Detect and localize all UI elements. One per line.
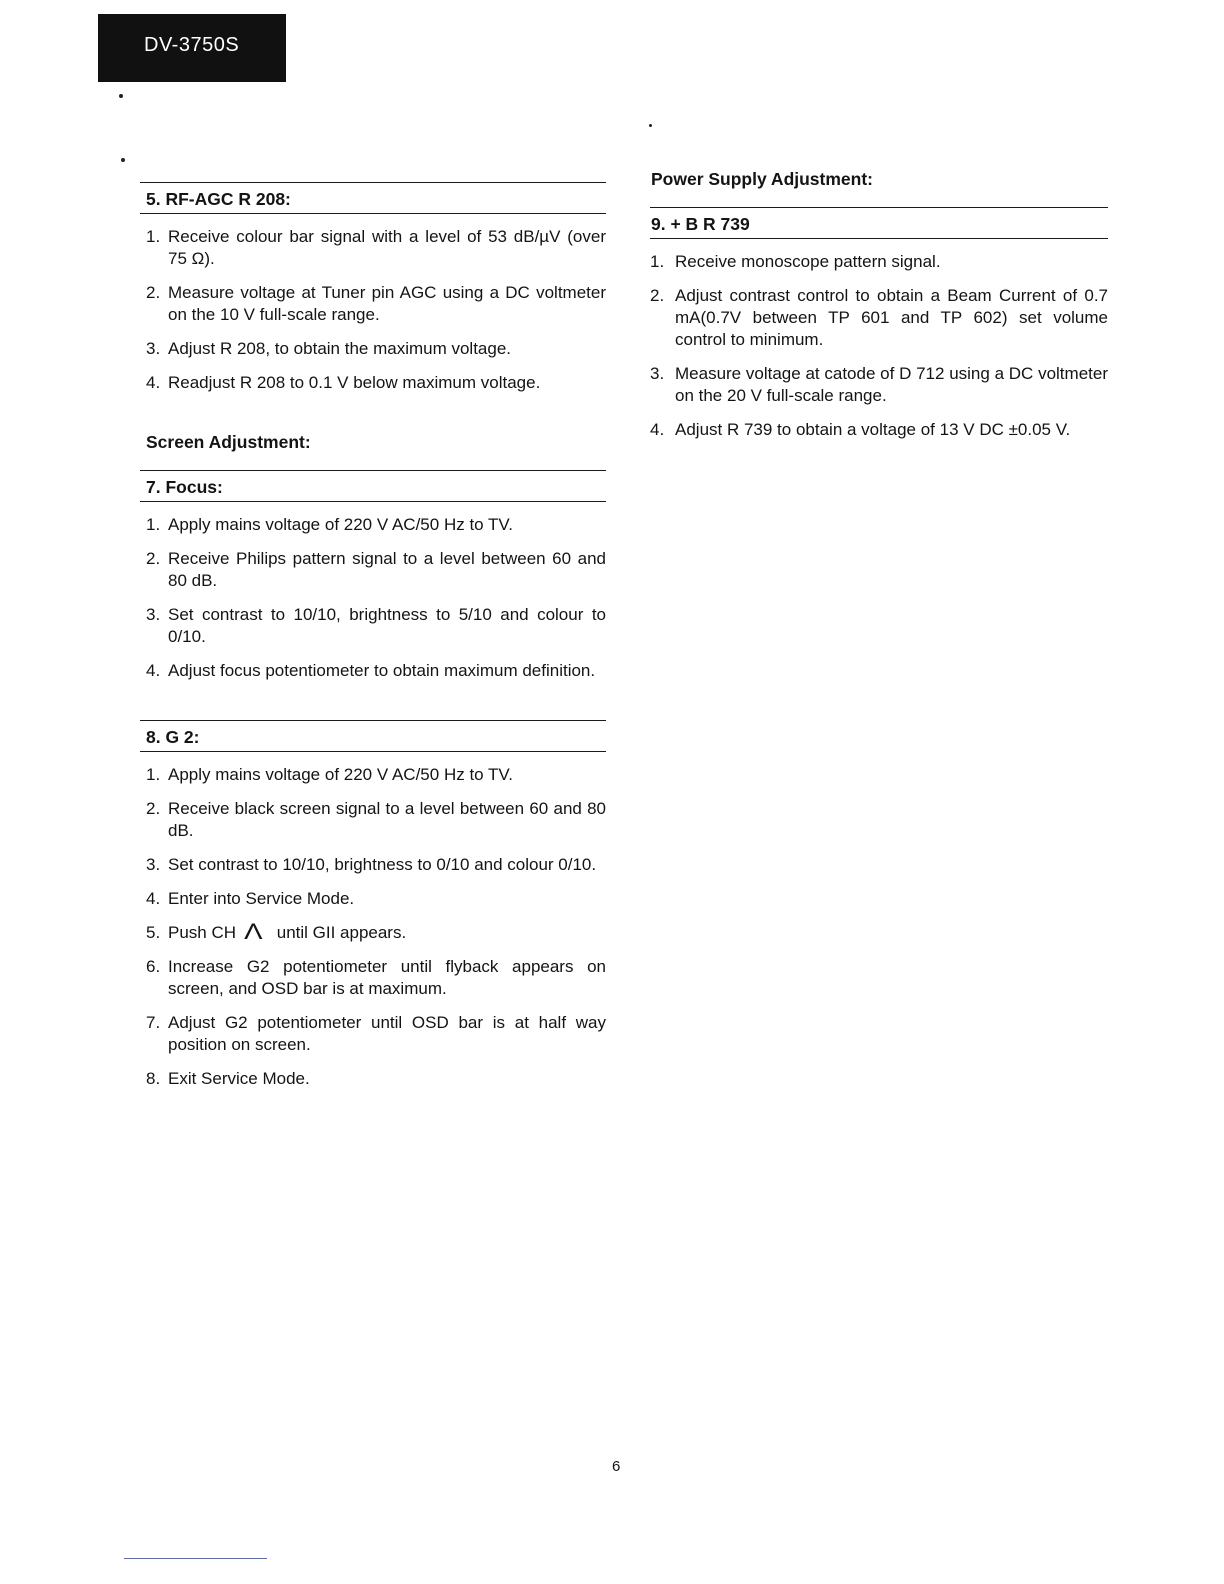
steps-g2 bbox=[140, 764, 606, 1090]
step-text: Adjust focus potentiometer to obtain maximum definition. bbox=[168, 661, 596, 680]
steps-focus bbox=[140, 514, 606, 682]
step-number: 3. bbox=[650, 364, 665, 383]
step-text: Adjust R 208, to obtain the maximum voltage. bbox=[168, 339, 512, 358]
scan-speck bbox=[649, 124, 652, 127]
step-text: Measure voltage at Tuner pin AGC using a DC voltmeter on the 10 V full-scale range. bbox=[168, 283, 606, 324]
step-number: 3. bbox=[146, 855, 161, 874]
scan-speck bbox=[121, 158, 125, 162]
step-item bbox=[650, 419, 1108, 441]
group-heading-power-supply: Power Supply Adjustment: bbox=[651, 169, 874, 189]
step-item bbox=[140, 798, 606, 842]
step-text: Set contrast to 10/10, brightness to 5/10 and colour to 0/10. bbox=[168, 605, 606, 646]
step-text-after: until GII appears. bbox=[276, 923, 407, 942]
step-number: 2. bbox=[146, 549, 161, 568]
step-text: Apply mains voltage of 220 V AC/50 Hz to TV. bbox=[168, 765, 513, 784]
step-item bbox=[140, 338, 606, 360]
step-text: Adjust contrast control to obtain a Beam Current of 0.7 mA(0.7V between TP 601 and TP 602) set volume control to minimum. bbox=[675, 286, 1108, 349]
step-item bbox=[140, 514, 606, 536]
section-title-rf-agc: 5. RF-AGC R 208: bbox=[140, 182, 606, 214]
step-item bbox=[650, 251, 1108, 273]
step-number: 2. bbox=[146, 799, 161, 818]
step-text: Enter into Service Mode. bbox=[168, 889, 355, 908]
channel-up-icon: Λ bbox=[244, 919, 263, 944]
step-number: 1. bbox=[650, 252, 665, 271]
step-text: Increase G2 potentiometer until flyback appears on screen, and OSD bar is at maximum. bbox=[168, 957, 606, 998]
step-item bbox=[140, 854, 606, 876]
step-number: 3. bbox=[146, 339, 161, 358]
right-column bbox=[650, 169, 1108, 475]
step-text: Receive colour bar signal with a level of 53 dB/µV (over 75 Ω). bbox=[168, 227, 606, 268]
step-item bbox=[650, 363, 1108, 407]
step-item bbox=[140, 604, 606, 648]
step-item bbox=[140, 919, 606, 944]
step-text: Apply mains voltage of 220 V AC/50 Hz to TV. bbox=[168, 515, 513, 534]
step-number: 1. bbox=[146, 765, 161, 784]
step-text: Receive monoscope pattern signal. bbox=[675, 252, 941, 271]
step-number: 7. bbox=[146, 1013, 161, 1032]
step-number: 4. bbox=[146, 889, 161, 908]
section-plus-b bbox=[650, 207, 1108, 441]
section-title-plus-b: 9. + B R 739 bbox=[650, 207, 1108, 239]
model-header-tab bbox=[98, 14, 286, 82]
step-number: 6. bbox=[146, 957, 161, 976]
step-text: Receive black screen signal to a level between 60 and 80 dB. bbox=[168, 799, 606, 840]
step-number: 3. bbox=[146, 605, 161, 624]
steps-plus-b bbox=[650, 251, 1108, 441]
step-item bbox=[140, 1012, 606, 1056]
page-number: 6 bbox=[612, 1458, 621, 1475]
step-item bbox=[140, 660, 606, 682]
section-rf-agc bbox=[140, 182, 606, 394]
step-item bbox=[140, 764, 606, 786]
step-number: 5. bbox=[146, 923, 161, 942]
step-item bbox=[140, 956, 606, 1000]
step-item bbox=[140, 1068, 606, 1090]
step-item bbox=[140, 282, 606, 326]
step-text: Receive Philips pattern signal to a level between 60 and 80 dB. bbox=[168, 549, 606, 590]
step-number: 2. bbox=[650, 286, 665, 305]
model-number: DV-3750S bbox=[144, 34, 240, 56]
step-number: 4. bbox=[146, 373, 161, 392]
step-item bbox=[650, 285, 1108, 351]
step-item bbox=[140, 548, 606, 592]
step-number: 4. bbox=[146, 661, 161, 680]
left-column bbox=[140, 160, 606, 1124]
step-item bbox=[140, 226, 606, 270]
step-text: Adjust G2 potentiometer until OSD bar is at half way position on screen. bbox=[168, 1013, 606, 1054]
step-item bbox=[140, 888, 606, 910]
step-item bbox=[140, 372, 606, 394]
steps-rf-agc bbox=[140, 226, 606, 394]
bottom-rule bbox=[124, 1558, 267, 1559]
step-number: 1. bbox=[146, 515, 161, 534]
section-focus bbox=[140, 470, 606, 682]
scan-speck bbox=[119, 94, 123, 98]
section-title-focus: 7. Focus: bbox=[140, 470, 606, 502]
step-number: 2. bbox=[146, 283, 161, 302]
step-text: Measure voltage at catode of D 712 using a DC voltmeter on the 20 V full-scale range. bbox=[675, 364, 1108, 405]
section-g2 bbox=[140, 720, 606, 1090]
step-text: Exit Service Mode. bbox=[168, 1069, 310, 1088]
step-text: Adjust R 739 to obtain a voltage of 13 V DC ±0.05 V. bbox=[675, 420, 1071, 439]
step-text: Set contrast to 10/10, brightness to 0/10 and colour 0/10. bbox=[168, 855, 597, 874]
group-heading-screen-adjustment: Screen Adjustment: bbox=[146, 432, 311, 452]
step-number: 1. bbox=[146, 227, 161, 246]
step-text: Readjust R 208 to 0.1 V below maximum voltage. bbox=[168, 373, 541, 392]
step-number: 8. bbox=[146, 1069, 161, 1088]
section-title-g2: 8. G 2: bbox=[140, 720, 606, 752]
step-number: 4. bbox=[650, 420, 665, 439]
step-text-before: Push CH bbox=[168, 923, 237, 942]
